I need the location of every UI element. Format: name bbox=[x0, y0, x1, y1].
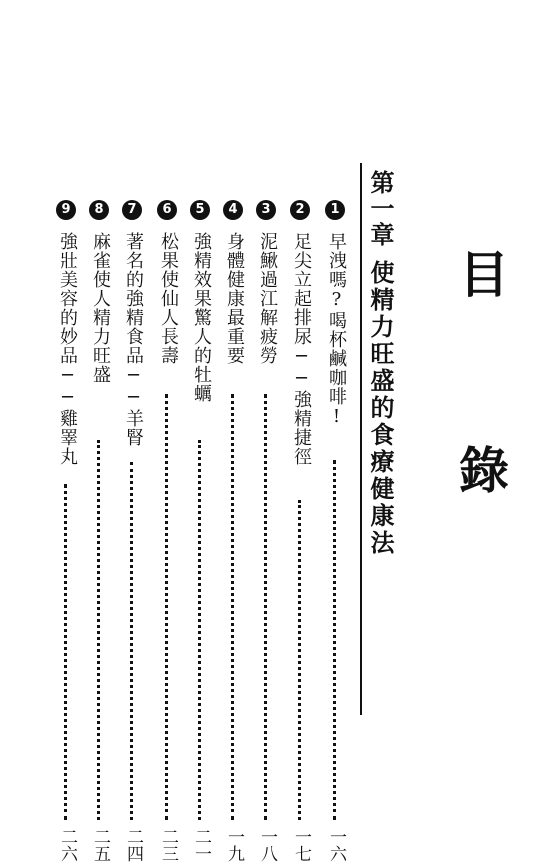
entry-title: 泥鰍過江解疲勞 bbox=[257, 232, 278, 365]
toc-entry-7[interactable] bbox=[122, 200, 144, 862]
entry-title: 著名的強精食品──羊腎 bbox=[123, 232, 144, 447]
leader-dots bbox=[64, 484, 67, 820]
entry-number-badge: 6 bbox=[157, 200, 177, 220]
entry-number-badge: 1 bbox=[325, 200, 345, 220]
chapter-label: 第一章 bbox=[366, 170, 394, 248]
entry-title: 強精效果驚人的牡蠣 bbox=[191, 232, 212, 403]
leader-dots bbox=[198, 440, 201, 820]
leader-dots bbox=[231, 394, 234, 820]
entry-title: 早洩嗎?喝杯鹹咖啡! bbox=[326, 232, 347, 428]
entry-title: 強壯美容的妙品──雞睪丸 bbox=[57, 232, 78, 466]
chapter-title: 使精力旺盛的食療健康法 bbox=[366, 260, 394, 557]
entry-page-number: 一八 bbox=[257, 828, 277, 862]
entry-page-number: 二六 bbox=[57, 828, 77, 862]
leader-dots bbox=[130, 462, 133, 820]
leader-dots bbox=[97, 440, 100, 820]
entry-page-number: 一六 bbox=[326, 828, 346, 862]
entry-page-number: 二五 bbox=[90, 828, 110, 862]
toc-entry-9[interactable] bbox=[56, 200, 78, 862]
entry-page-number: 二一 bbox=[191, 828, 211, 862]
page-title: 目 錄 bbox=[451, 248, 509, 538]
entry-page-number: 二三 bbox=[158, 828, 178, 862]
entry-title: 足尖立起排尿──強精捷徑 bbox=[291, 232, 312, 466]
leader-dots bbox=[165, 394, 168, 820]
toc-entry-4[interactable] bbox=[223, 200, 245, 862]
entry-title: 松果使仙人長壽 bbox=[158, 232, 179, 365]
entry-number-badge: 7 bbox=[122, 200, 142, 220]
entry-number-badge: 5 bbox=[190, 200, 210, 220]
entry-page-number: 一九 bbox=[224, 828, 244, 862]
toc-entry-3[interactable] bbox=[256, 200, 278, 862]
entry-page-number: 二四 bbox=[123, 828, 143, 862]
entry-title: 麻雀使人精力旺盛 bbox=[90, 232, 111, 384]
entry-title: 身體健康最重要 bbox=[224, 232, 245, 365]
entry-number-badge: 4 bbox=[223, 200, 243, 220]
toc-entry-8[interactable] bbox=[89, 200, 111, 862]
entry-number-badge: 2 bbox=[290, 200, 310, 220]
leader-dots bbox=[264, 394, 267, 820]
leader-dots bbox=[333, 460, 336, 820]
entry-number-badge: 8 bbox=[89, 200, 109, 220]
leader-dots bbox=[298, 500, 301, 820]
toc-entry-5[interactable] bbox=[190, 200, 212, 862]
toc-entry-6[interactable] bbox=[157, 200, 179, 862]
entry-number-badge: 9 bbox=[56, 200, 76, 220]
toc-entry-1[interactable] bbox=[325, 200, 347, 862]
entry-number-badge: 3 bbox=[256, 200, 276, 220]
entry-page-number: 一七 bbox=[291, 828, 311, 862]
toc-entry-2[interactable] bbox=[290, 200, 312, 862]
